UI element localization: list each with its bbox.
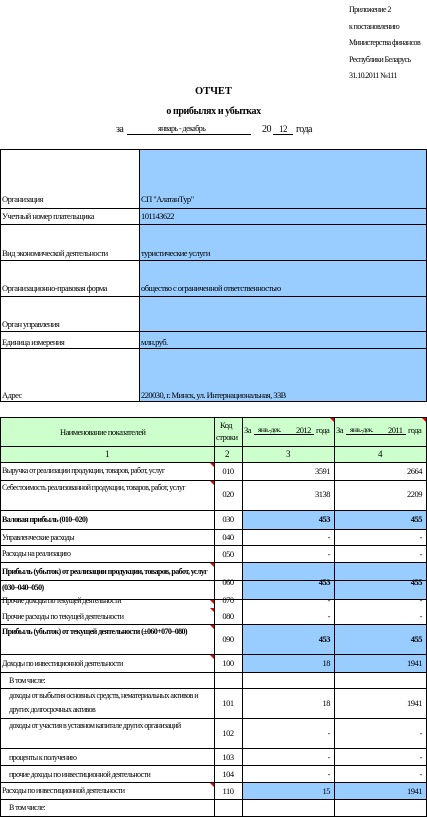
org-border	[0, 331, 427, 332]
org-border	[0, 296, 427, 297]
row-name: доходы от участия в уставном капитале других организаций	[9, 721, 181, 730]
comment-marker[interactable]	[210, 463, 214, 467]
row-value-2012: 15	[322, 786, 330, 796]
row-name: Выручка от реализации продукции, товаров, работ, услуг	[2, 466, 165, 475]
row-value-2011: 1941	[407, 658, 422, 668]
org-border	[0, 149, 427, 150]
row-value-2011[interactable]: 2664	[407, 466, 422, 476]
row-name: Прочие доходы по текущей деятельности	[2, 596, 121, 605]
period-prefix: за	[116, 124, 124, 135]
appendix-line: Приложение 2	[349, 5, 391, 14]
row-code: 040	[222, 532, 234, 542]
row-value-2012: 453	[318, 634, 330, 644]
row-code: 010	[222, 466, 234, 476]
org-border	[0, 208, 427, 209]
table-border	[214, 417, 215, 817]
col-number: 3	[286, 449, 290, 459]
org-value[interactable]: общество с ограниченной ответственностью	[141, 283, 281, 293]
year-value[interactable]: 12	[279, 124, 287, 134]
row-name: Прибыль (убыток) от текущей деятельности (±060+070–080)	[2, 627, 187, 636]
row-value-2011[interactable]: -	[419, 595, 422, 605]
col3-prefix: За	[244, 425, 251, 435]
row-value-2012[interactable]: -	[327, 752, 330, 762]
appendix-line: Республики Беларусь	[349, 54, 411, 64]
row-value-2011: 455	[410, 634, 422, 644]
row-value-2012: 18	[322, 658, 330, 668]
org-label: Адрес	[2, 390, 22, 400]
col-number: 4	[378, 449, 382, 459]
row-code: 070	[222, 595, 234, 605]
org-label: Организация	[2, 194, 43, 204]
col-code-header: Код	[220, 420, 232, 430]
comment-marker[interactable]	[210, 625, 214, 629]
appendix-line: 31.10.2011 №111	[349, 71, 397, 80]
row-code: 050	[222, 549, 234, 559]
report-subtitle: о прибылях и убытках	[166, 106, 261, 117]
comment-marker[interactable]	[210, 600, 214, 604]
row-name: В том числе:	[9, 676, 46, 685]
year-underline	[273, 134, 293, 135]
year-prefix: 20	[262, 124, 271, 135]
col4-period[interactable]: янв.-дек.	[350, 425, 374, 434]
table-border	[0, 417, 1, 817]
row-value-2011[interactable]: -	[419, 549, 422, 559]
comment-marker[interactable]	[330, 418, 334, 422]
row-value-2012: 453	[318, 514, 330, 524]
appendix-line: Министерства финансов	[349, 38, 421, 47]
row-value-2012[interactable]: -	[327, 611, 330, 621]
row-name: Прочие расходы по текущей деятельности	[2, 612, 124, 621]
row-name: Управленческие расходы	[2, 533, 75, 542]
comment-marker[interactable]	[210, 655, 214, 659]
org-value[interactable]: млн.руб.	[141, 337, 168, 347]
col-number: 2	[225, 449, 229, 459]
row-value-2011: 455	[410, 514, 422, 524]
row-value-2012[interactable]: 18	[322, 698, 330, 708]
row-value-2011[interactable]: -	[419, 752, 422, 762]
comment-marker[interactable]	[422, 418, 426, 422]
col4-prefix: За	[336, 425, 343, 435]
org-border	[0, 401, 427, 402]
row-code: 020	[222, 489, 234, 499]
comment-marker[interactable]	[210, 783, 214, 787]
row-code: 104	[222, 769, 234, 779]
row-name: В том числе:	[9, 803, 46, 812]
col-code-header: строки	[216, 432, 238, 442]
org-border	[0, 149, 1, 402]
row-name: Расходы на реализацию	[2, 549, 71, 558]
row-name: Валовая прибыль (010–020)	[2, 515, 88, 524]
appendix-note	[349, 2, 427, 85]
org-border	[0, 224, 427, 225]
org-label: Учетный номер плательщика	[2, 211, 94, 221]
row-value-2011[interactable]: -	[419, 532, 422, 542]
row-code: 030	[222, 514, 234, 524]
comment-marker[interactable]	[210, 481, 214, 485]
row-name: Прибыль (убыток) от реализации продукции, товаров, работ, услуг (030–040–050)	[2, 567, 208, 592]
period-value[interactable]: январь - декабрь	[158, 124, 206, 133]
row-code: 103	[222, 752, 234, 762]
col3-period-underline	[254, 434, 294, 435]
row-value-2011: 455	[410, 577, 422, 587]
row-code: 090	[222, 634, 234, 644]
row-code: 100	[222, 658, 234, 668]
org-border	[0, 348, 427, 349]
row-value-2012[interactable]: -	[327, 769, 330, 779]
row-value-2012[interactable]: 3591	[315, 466, 330, 476]
col4-year-underline	[386, 434, 406, 435]
org-border	[0, 260, 427, 261]
row-code: 110	[222, 786, 234, 796]
col4-year[interactable]: 2011	[388, 425, 403, 435]
report-title: ОТЧЕТ	[195, 86, 232, 97]
row-value-2012[interactable]: -	[327, 532, 330, 542]
row-name: прочие доходы по инвестиционной деятельности	[9, 770, 151, 779]
period-underline	[127, 134, 251, 135]
org-value[interactable]: 220030, г. Минск, ул. Интернациональная, 33В	[141, 390, 286, 400]
row-value-2012[interactable]: -	[327, 728, 330, 738]
year-suffix: года	[296, 124, 312, 135]
org-value[interactable]: туристические услуги	[141, 248, 210, 258]
row-value-2012[interactable]: -	[327, 549, 330, 559]
org-label: Вид экономической деятельности	[2, 248, 108, 258]
row-value-2012: 453	[318, 577, 330, 587]
row-value-2011[interactable]: 1941	[407, 698, 422, 708]
col3-year[interactable]: 2012	[296, 425, 311, 435]
row-code: 060	[222, 577, 234, 587]
col3-period[interactable]: янв.-дек.	[258, 425, 282, 434]
row-name: Расходы по инвестиционной деятельности	[2, 786, 125, 795]
comment-marker[interactable]	[210, 563, 214, 567]
row-code: 080	[222, 611, 234, 621]
row-value-2011[interactable]: -	[419, 728, 422, 738]
col4-period-underline	[346, 434, 386, 435]
row-code: 101	[222, 698, 234, 708]
comment-marker[interactable]	[210, 608, 214, 612]
row-name: проценты к получению	[9, 753, 77, 762]
col3-year-underline	[294, 434, 314, 435]
org-label: Орган управления	[2, 319, 60, 329]
row-value-2012[interactable]: 3138	[315, 489, 330, 499]
table-border	[334, 417, 335, 817]
row-value-2011: 1941	[407, 786, 422, 796]
org-value[interactable]: 101143622	[141, 211, 174, 221]
col3-suffix: года	[316, 425, 330, 435]
row-value-2011[interactable]: -	[419, 769, 422, 779]
org-label: Организационно-правовая форма	[2, 283, 107, 293]
org-label: Единица измерения	[2, 337, 65, 347]
row-value-2011[interactable]: -	[419, 611, 422, 621]
row-name: доходы от выбытия основных средств, нематериальных активов и других долгосрочных активов	[9, 691, 198, 714]
org-values-fill	[139, 149, 427, 401]
row-value-2012[interactable]: -	[327, 595, 330, 605]
row-value-2011[interactable]: 2209	[407, 489, 422, 499]
col4-suffix: года	[408, 425, 422, 435]
row-name: Себестоимость реализованной продукции, товаров, работ, услуг	[2, 483, 186, 492]
org-value[interactable]: СП "АлатанТур"	[141, 194, 194, 204]
org-border	[139, 149, 140, 402]
row-name: Доходы по инвестиционной деятельности	[2, 659, 123, 668]
col-name-header: Наименование показателей	[60, 427, 146, 437]
appendix-line: к постановлению	[349, 21, 400, 31]
row-code: 102	[222, 728, 234, 738]
table-border	[242, 417, 243, 817]
col-number: 1	[105, 449, 109, 459]
